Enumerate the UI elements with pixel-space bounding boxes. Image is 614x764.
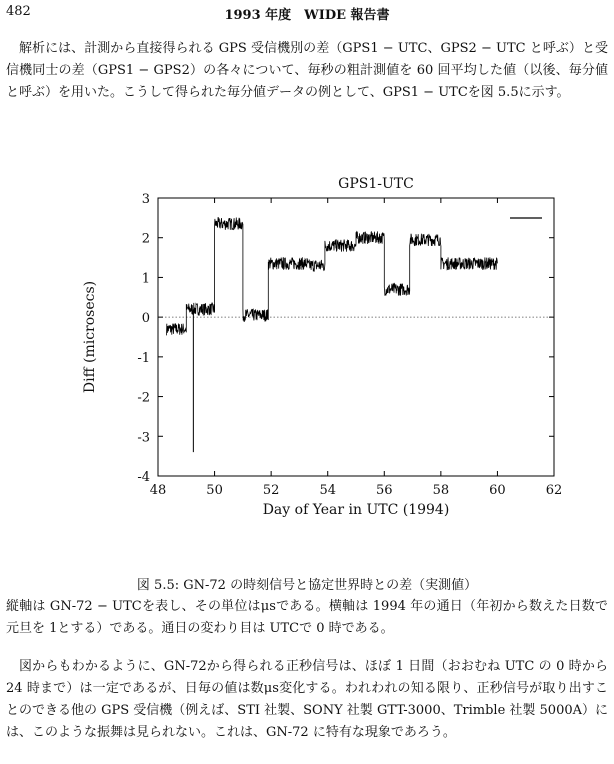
series-line-gps1-utc — [167, 218, 498, 336]
x-tick-label: 52 — [262, 483, 280, 498]
x-tick-label: 56 — [376, 483, 393, 498]
x-axis-label: Day of Year in UTC (1994) — [262, 502, 450, 518]
x-tick-label: 58 — [432, 483, 450, 498]
y-tick-label: -3 — [137, 430, 150, 446]
figure-caption-note: 縦軸は GN-72 − UTCを表し、その単位はμsである。横軸は 1994 年の通日（年初から数えた日数で元旦を 1とする）である。通日の変わり目は UTCで 0 時である。 — [6, 599, 608, 636]
x-tick-label: 50 — [206, 483, 223, 498]
y-tick-label: -2 — [137, 390, 150, 406]
figure-caption: 図 5.5: GN-72 の時刻信号と協定世界時との差（実測値） — [136, 578, 478, 593]
chart-title: GPS1-UTC — [338, 176, 414, 192]
x-tick-label: 54 — [319, 483, 336, 498]
page-number: 482 — [6, 4, 31, 19]
y-tick-label: 3 — [141, 192, 150, 207]
figure-gps1-utc — [60, 170, 580, 530]
y-tick-label: 2 — [141, 231, 150, 247]
y-tick-label: -4 — [137, 470, 150, 485]
y-tick-label: 1 — [141, 271, 150, 287]
page-header — [6, 4, 608, 24]
y-tick-label: -1 — [137, 350, 150, 366]
y-tick-label: 0 — [141, 311, 150, 327]
paragraph-discussion: 図からもわかるように、GN-72から得られる正秒信号は、ほぼ 1 日間（おおむね UTC の 0 時から 24 時まで）は一定であるが、日毎の値は数μs変化する。われわれの知る限り、正秒信号が取り出すことのできる他の GPS 受信機（例えば、STI 社製、SONY 社製 GTT-3000、Trimble 社製 5000A）には、このような振舞は見られない。これは、GN-72 に特有な現象であろう。 — [6, 659, 608, 740]
running-title: 1993 年度 WIDE 報告書 — [224, 8, 390, 23]
paragraph-intro: 解析には、計測から直接得られる GPS 受信機別の差（GPS1 − UTC、GPS2 − UTC と呼ぶ）と受信機同士の差（GPS1 − GPS2）の各々について、毎秒の粗計測値を 60 回平均した値（以後、毎分値と呼ぶ）を用いた。こうして得られた毎分値データの例として、GPS1 − UTCを図 5.5に示す。 — [6, 41, 608, 100]
y-axis-label: Diff (microsecs) — [82, 280, 98, 394]
x-tick-label: 48 — [149, 483, 167, 498]
gps1-utc-chart — [60, 170, 580, 530]
x-tick-label: 62 — [545, 483, 563, 498]
x-tick-label: 60 — [489, 483, 506, 498]
